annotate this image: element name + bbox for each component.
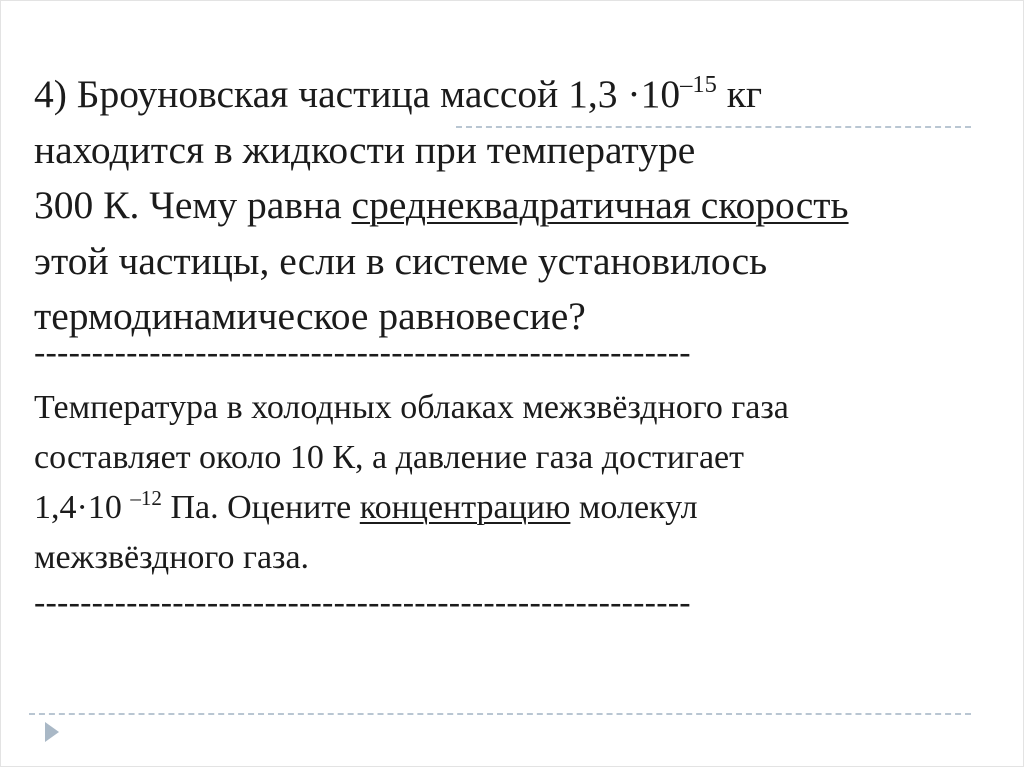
problem-2-pressure-text: 1,4·10 [34,488,131,526]
problem-2-pressure-exponent: –12 [130,485,162,510]
problem-1-line-1 [34,67,994,123]
problem-2-underlined-term: концентрацию [359,488,571,526]
problem-1-line-3 [34,178,994,234]
separator-1: --------------------------------------------------------- [34,333,691,371]
triangle-right-icon[interactable] [45,722,59,742]
separator-2: --------------------------------------------------------- [34,583,691,621]
problem-1-mass-exponent: –15 [680,70,717,98]
problem-1-mass-unit: кг [716,72,763,116]
problem-2-question-text: Па. Оцените [161,488,360,526]
problem-2-molecules-text: молекул [570,488,698,526]
dashed-rule-bottom [29,713,971,715]
problem-1-line-4: этой частицы, если в системе установилось [34,238,768,283]
problem-2-line-4: межзвёздного газа. [34,538,310,576]
slide-content [34,67,994,623]
problem-2-line-3 [34,483,994,533]
problem-1-underlined-term: среднеквадратичная скорость [351,183,849,228]
problem-2-line-2: составляет около 10 К, а давление газа достигает [34,438,744,476]
problem-1-line-2: находится в жидкости при температуре [34,127,696,172]
problem-2-line-1: Температура в холодных облаках межзвёздного газа [34,388,789,426]
problem-2 [34,383,994,583]
problem-1-question-text: 300 К. Чему равна [34,183,352,228]
problem-1-line-5: термодинамическое равновесие? [34,294,586,339]
problem-1 [34,67,994,345]
problem-1-mass-text: 4) Броуновская частица массой 1,3 ·10 [34,72,681,116]
